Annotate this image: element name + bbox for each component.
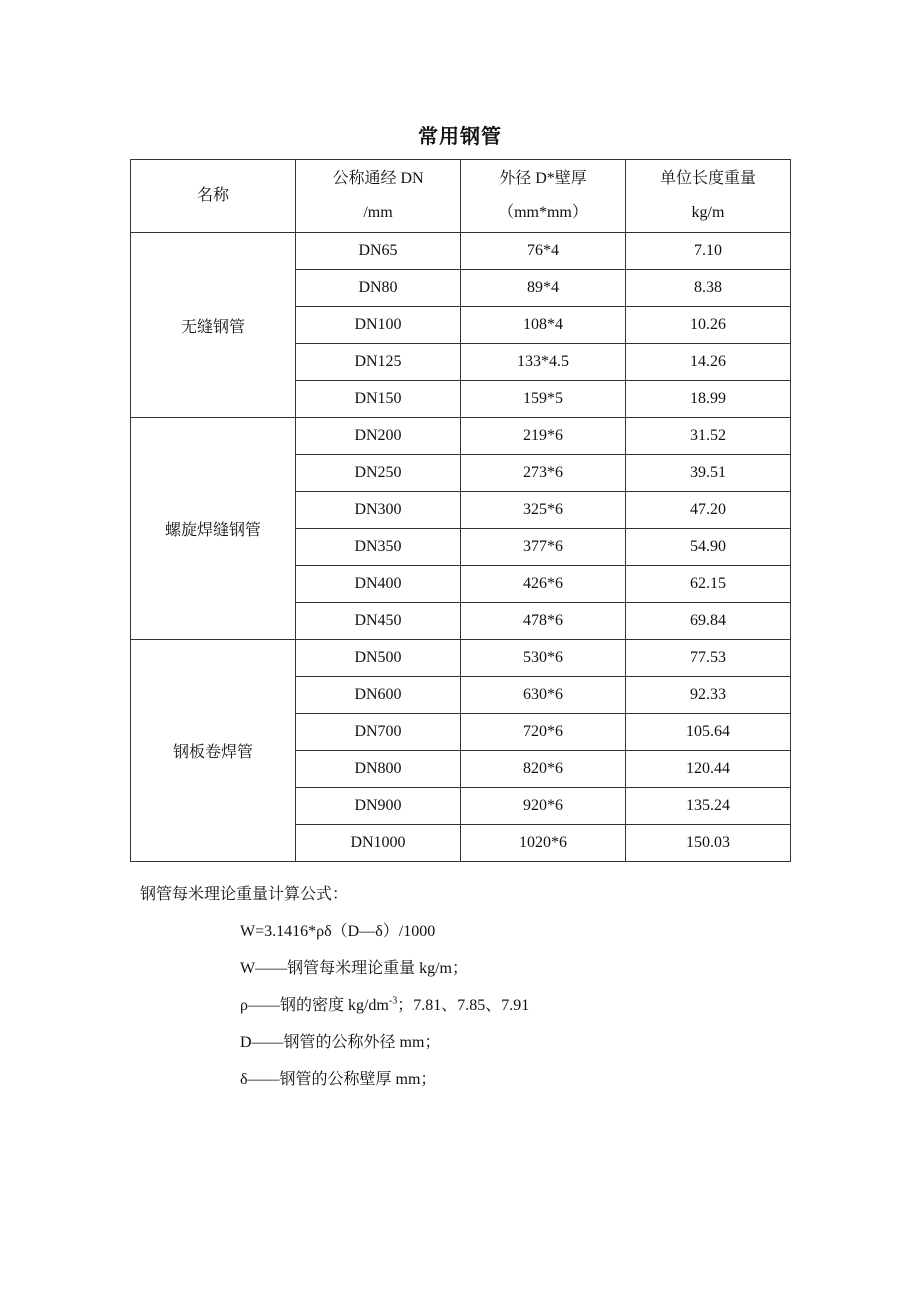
nominal-diameter-cell: DN150 — [296, 381, 461, 418]
unit-weight-cell: 120.44 — [626, 751, 791, 788]
unit-weight-cell: 7.10 — [626, 233, 791, 270]
unit-weight-cell: 92.33 — [626, 677, 791, 714]
nominal-diameter-cell: DN1000 — [296, 825, 461, 862]
unit-weight-cell: 77.53 — [626, 640, 791, 677]
outer-diameter-thickness-cell: 478*6 — [461, 603, 626, 640]
nominal-diameter-cell: DN450 — [296, 603, 461, 640]
steel-pipe-table — [130, 159, 791, 862]
outer-diameter-thickness-cell: 1020*6 — [461, 825, 626, 862]
formula-rho-definition: ρ——钢的密度 $kg/dm^{-3}$；7.81、7.85、7.91 — [240, 995, 530, 1014]
outer-diameter-thickness-cell: 89*4 — [461, 270, 626, 307]
nominal-diameter-cell: DN400 — [296, 566, 461, 603]
outer-diameter-thickness-cell: 219*6 — [461, 418, 626, 455]
pipe-type-cell: 无缝钢管 — [131, 233, 296, 418]
header-nominal-diameter: 公称通经 DN /mm — [296, 160, 461, 233]
outer-diameter-thickness-cell: 76*4 — [461, 233, 626, 270]
header-unit-weight: 单位长度重量 kg/m — [626, 160, 791, 233]
table-row — [131, 418, 791, 455]
nominal-diameter-cell: DN80 — [296, 270, 461, 307]
nominal-diameter-cell: DN125 — [296, 344, 461, 381]
header-name: 名称 — [131, 160, 296, 233]
nominal-diameter-cell: DN300 — [296, 492, 461, 529]
formula-d-definition: D——钢管的公称外径 mm； — [240, 1034, 441, 1051]
formula-w-definition: W——钢管每米理论重量 kg/m； — [240, 960, 468, 977]
unit-weight-cell: 18.99 — [626, 381, 791, 418]
outer-diameter-thickness-cell: 273*6 — [461, 455, 626, 492]
nominal-diameter-cell: DN600 — [296, 677, 461, 714]
outer-diameter-thickness-cell: 159*5 — [461, 381, 626, 418]
table-header-row — [131, 160, 791, 233]
unit-weight-cell: 105.64 — [626, 714, 791, 751]
table-row — [131, 233, 791, 270]
nominal-diameter-cell: DN250 — [296, 455, 461, 492]
unit-weight-cell: 10.26 — [626, 307, 791, 344]
nominal-diameter-cell: DN700 — [296, 714, 461, 751]
outer-diameter-thickness-cell: 108*4 — [461, 307, 626, 344]
nominal-diameter-cell: DN350 — [296, 529, 461, 566]
outer-diameter-thickness-cell: 920*6 — [461, 788, 626, 825]
nominal-diameter-cell: DN200 — [296, 418, 461, 455]
outer-diameter-thickness-cell: 325*6 — [461, 492, 626, 529]
outer-diameter-thickness-cell: 133*4.5 — [461, 344, 626, 381]
unit-weight-cell: 39.51 — [626, 455, 791, 492]
nominal-diameter-cell: DN800 — [296, 751, 461, 788]
unit-weight-cell: 62.15 — [626, 566, 791, 603]
unit-weight-cell: 31.52 — [626, 418, 791, 455]
table-body — [131, 233, 791, 862]
unit-weight-cell: 14.26 — [626, 344, 791, 381]
unit-weight-cell: 150.03 — [626, 825, 791, 862]
unit-weight-cell: 47.20 — [626, 492, 791, 529]
header-outer-diameter-thickness: 外径 D*壁厚 （mm*mm） — [461, 160, 626, 233]
pipe-type-cell: 钢板卷焊管 — [131, 640, 296, 862]
pipe-type-cell: 螺旋焊缝钢管 — [131, 418, 296, 640]
unit-weight-cell: 54.90 — [626, 529, 791, 566]
formula-heading: 钢管每米理论重量计算公式： — [140, 886, 349, 903]
nominal-diameter-cell: DN65 — [296, 233, 461, 270]
unit-weight-cell: 8.38 — [626, 270, 791, 307]
outer-diameter-thickness-cell: 820*6 — [461, 751, 626, 788]
nominal-diameter-cell: DN500 — [296, 640, 461, 677]
outer-diameter-thickness-cell: 377*6 — [461, 529, 626, 566]
formula-section — [140, 876, 529, 1098]
unit-weight-cell: 69.84 — [626, 603, 791, 640]
formula-expression: W=3.1416*ρδ（D—δ）/1000 — [240, 923, 436, 940]
nominal-diameter-cell: DN900 — [296, 788, 461, 825]
table-row — [131, 640, 791, 677]
outer-diameter-thickness-cell: 426*6 — [461, 566, 626, 603]
page-title: 常用钢管 — [418, 124, 502, 148]
outer-diameter-thickness-cell: 720*6 — [461, 714, 626, 751]
outer-diameter-thickness-cell: 630*6 — [461, 677, 626, 714]
nominal-diameter-cell: DN100 — [296, 307, 461, 344]
unit-weight-cell: 135.24 — [626, 788, 791, 825]
formula-delta-definition: δ——钢管的公称壁厚 mm； — [240, 1071, 437, 1088]
outer-diameter-thickness-cell: 530*6 — [461, 640, 626, 677]
